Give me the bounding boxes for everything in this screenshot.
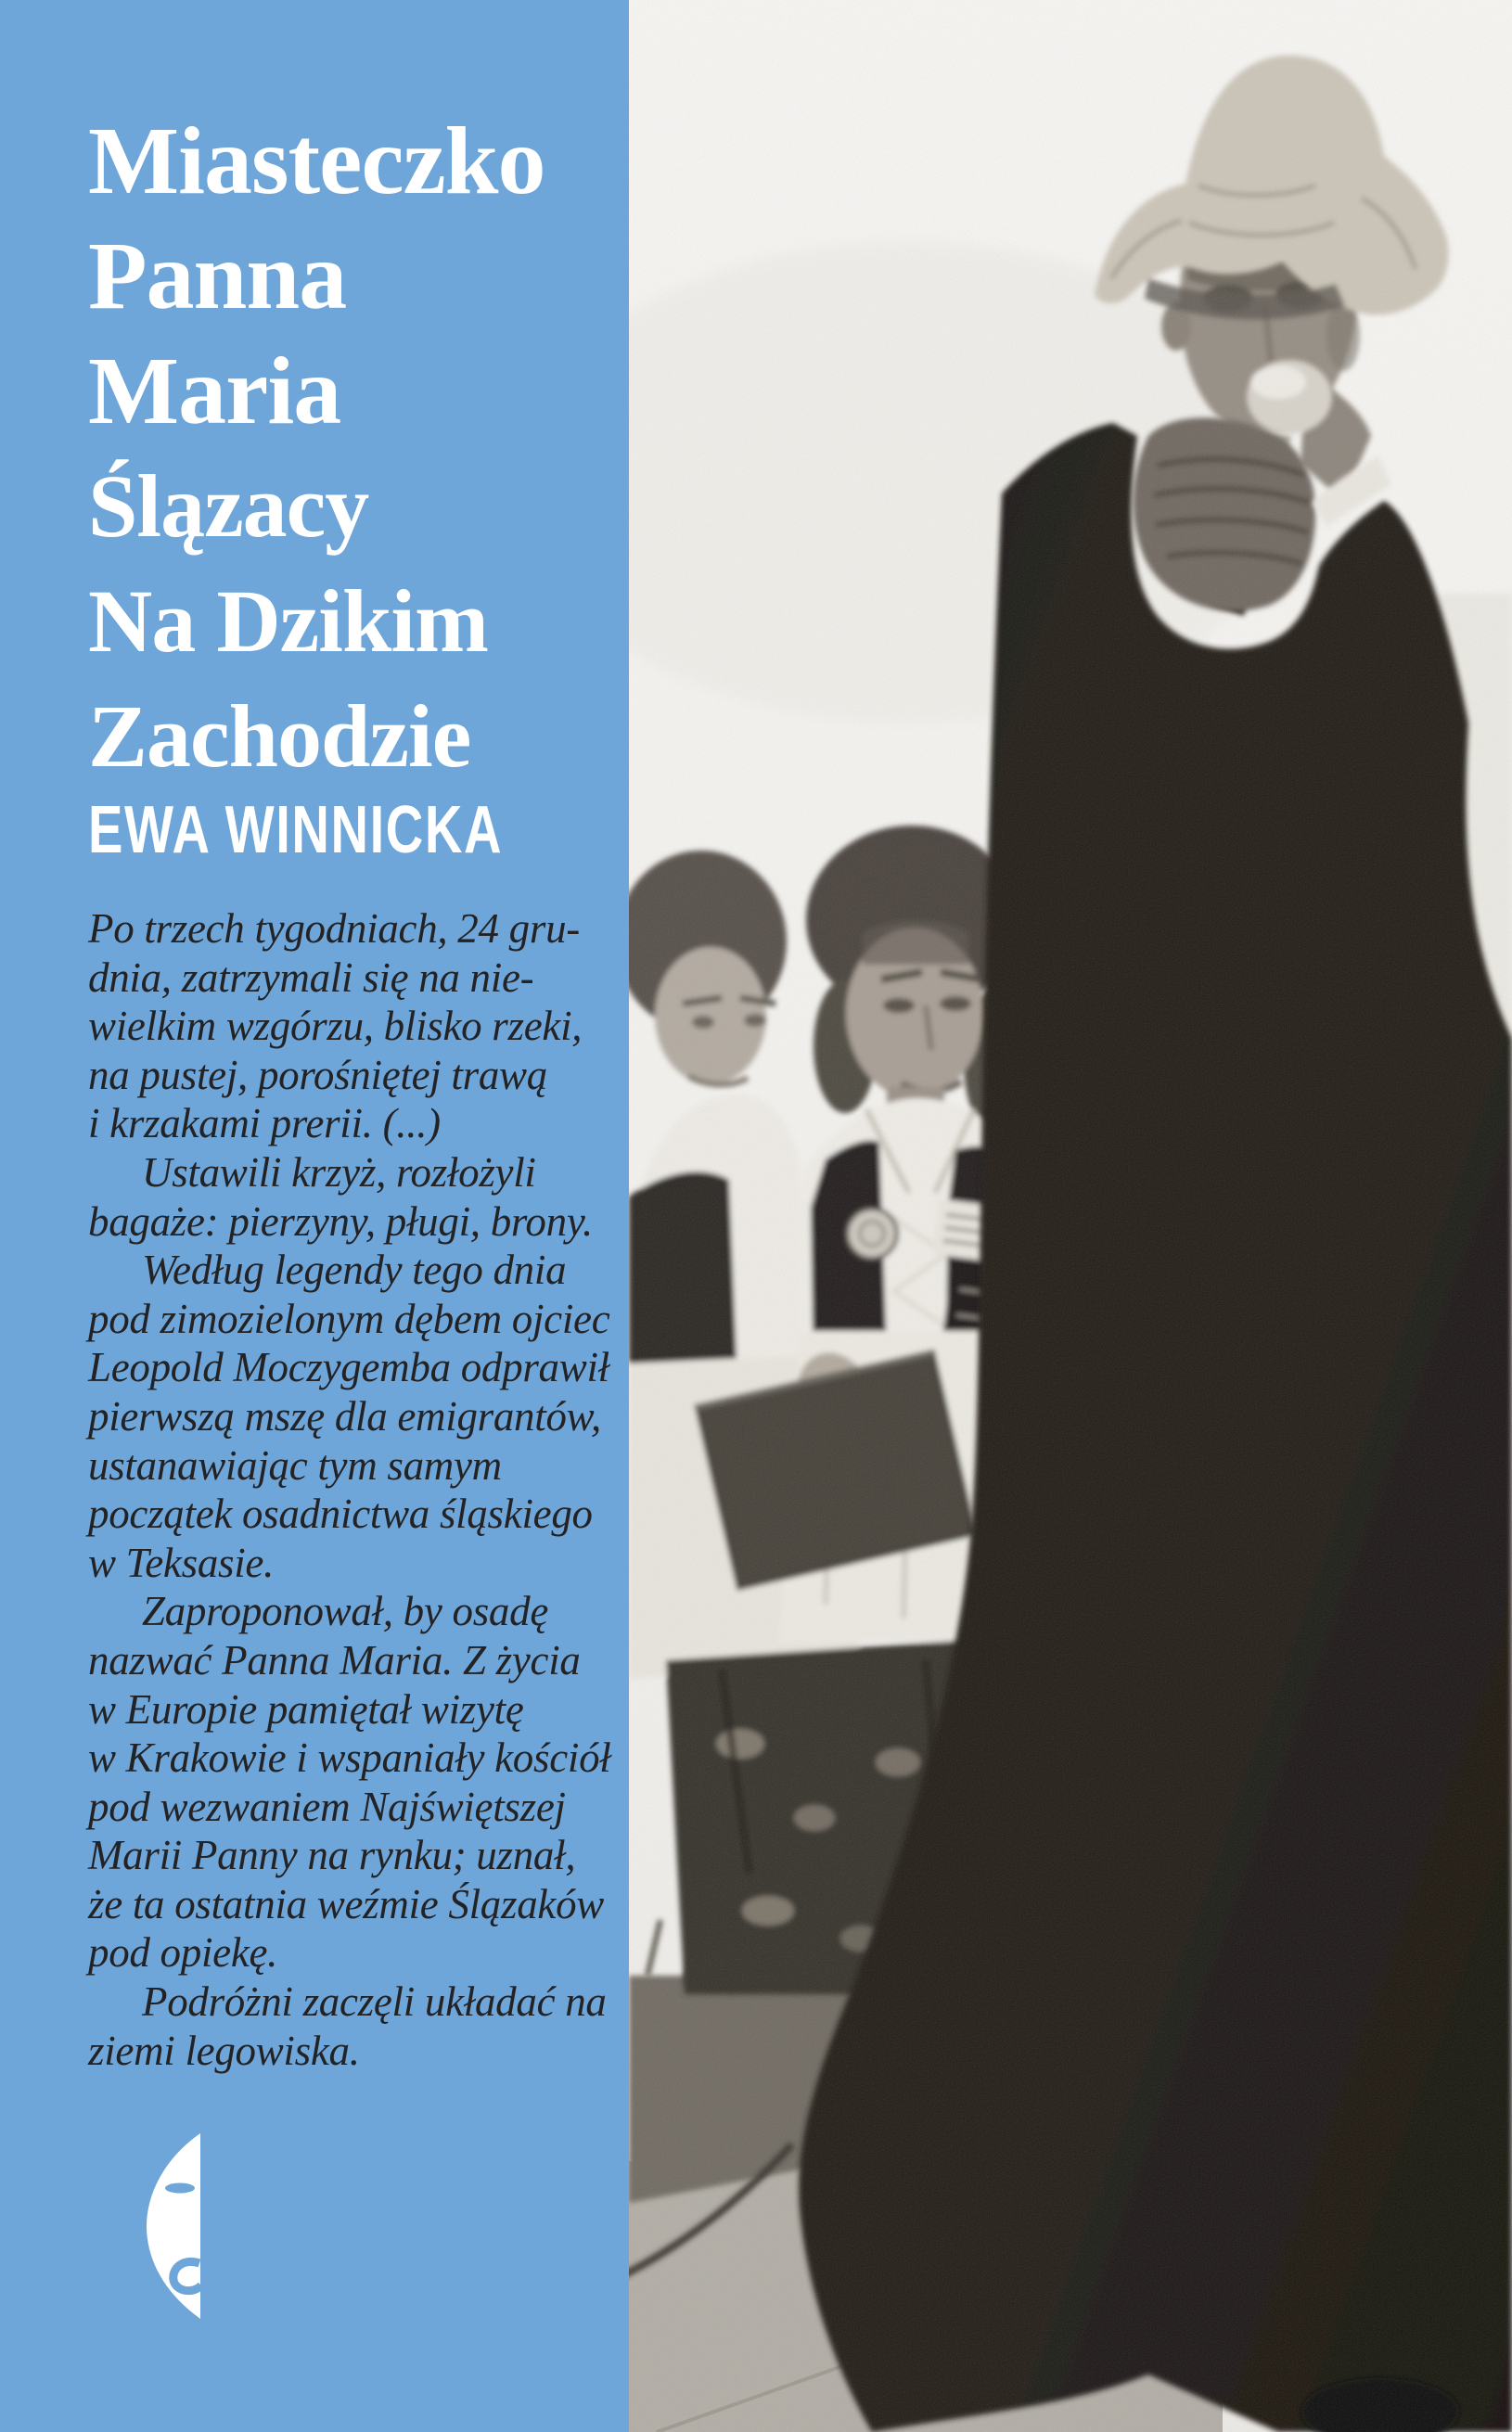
title-line: Maria	[88, 338, 341, 444]
excerpt-line: ziemi legowiska.	[88, 2027, 360, 2074]
cover-photo-art	[629, 0, 1512, 2432]
excerpt-line: nazwać Panna Maria. Z życia	[88, 1636, 581, 1683]
excerpt-line: Według legendy tego dnia	[142, 1247, 567, 1294]
subtitle-line: Zachodzie	[88, 686, 471, 786]
excerpt-line: że ta ostatnia weźmie Ślązaków	[88, 1880, 604, 1927]
excerpt-line: pod zimozielonym dębem ojciec	[88, 1295, 610, 1342]
excerpt-line: Podróżni zaczęli układać na	[142, 1978, 607, 2026]
book-title	[88, 104, 545, 794]
excerpt-line: w Teksasie.	[88, 1539, 275, 1586]
excerpt-line: w Europie pamiętał wizytę	[88, 1685, 524, 1733]
title-line: Miasteczko	[88, 108, 545, 214]
excerpt-line: Leopold Moczygemba odprawił	[88, 1344, 609, 1391]
excerpt-line: na pustej, porośniętej trawą	[88, 1051, 547, 1098]
left-panel	[0, 0, 629, 2432]
excerpt-line: i krzakami prerii. (...)	[88, 1100, 441, 1147]
excerpt-line: Ustawili krzyż, rozłożyli	[142, 1148, 536, 1196]
czarne-publisher-logo-icon	[146, 2131, 202, 2321]
excerpt-line: bagaże: pierzyny, pługi, brony.	[88, 1197, 593, 1245]
excerpt-line: pod wezwaniem Najświętszej	[88, 1783, 566, 1830]
excerpt-line: początek osadnictwa śląskiego	[88, 1491, 593, 1538]
excerpt-line: w Krakowie i wspaniały kościół	[88, 1734, 611, 1782]
title-line: Panna	[88, 223, 347, 329]
excerpt-line: ustanawiając tym samym	[88, 1441, 502, 1489]
excerpt-line: pierwszą mszę dla emigrantów,	[88, 1392, 601, 1440]
excerpt-line: dnia, zatrzymali się na nie-	[88, 954, 534, 1001]
excerpt-line: Marii Panny na rynku; uznał,	[88, 1832, 576, 1879]
subtitle-line: Ślązacy	[88, 456, 369, 556]
excerpt-text	[88, 904, 645, 2075]
subtitle-line: Na Dzikim	[88, 571, 488, 671]
cover-photo	[629, 0, 1512, 2432]
author-name: EWA WINNICKA	[88, 793, 504, 867]
excerpt-line: Zaproponował, by osadę	[142, 1588, 548, 1635]
photo-grain	[629, 0, 1512, 2432]
excerpt-line: Po trzech tygodniach, 24 gru-	[88, 905, 580, 952]
excerpt-line: wielkim wzgórzu, blisko rzeki,	[88, 1003, 583, 1050]
excerpt-line: pod opiekę.	[88, 1929, 278, 1977]
